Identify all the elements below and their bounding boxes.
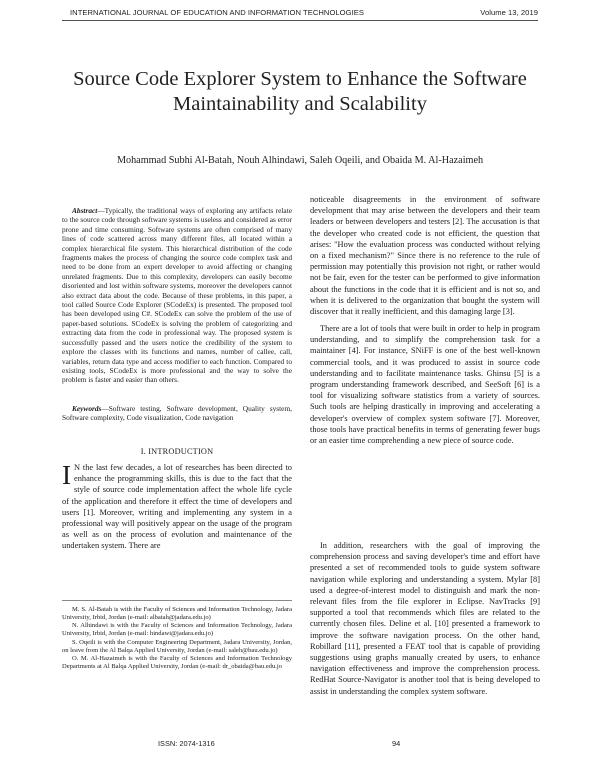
paragraph-text: noticeable disagreements in the environment of software development that may arise between the developers and their team leaders or between developers and testers [2]. The accusation is that the developer who created code is not efficient, the question that arises: "How the evaluation process was conducted without relying on a fixed mechanism?" Since there is no reference to the rule of permission may potentially this provision not right, or rather would not be fair, even for the tester can be performed to give information about the functions in the code that it is efficient and is not so, and when it is delivered to the organization that bought the system will discover that it really inefficient, and this damaging large [3].	[310, 195, 540, 317]
keywords	[62, 404, 292, 423]
footnote: N. Alhindawi is with the Faculty of Sciences and Information Technology, Jadara University, Irbid, Jordan (e-mail: hindawi@jadara.edu.jo)	[62, 622, 292, 638]
introduction-paragraph	[62, 462, 292, 552]
drop-cap: I	[62, 460, 71, 490]
page-number: 94	[392, 739, 401, 748]
abstract-text: —Typically, the traditional ways of exploring any artifacts relate to the source code through software systems is useless and considered as error prone and time consuming. Software systems are often comprised of many lines of code scattered across many different files, all located within a complex hierarchical file system. This hierarchical distribution of the code fragments makes the process of changing the source code complex task and need to be done from an expert developer to avoid affecting or changing unrelated fragments. Due to this complexity, developers can easily become disoriented and lost within software systems, moreover the developers cannot also extract data about the code. Because of these problems, in this paper, a tool called Source Code Explorer (SCodeEx) is presented. The proposed tool has been developed using C#. SCodeEx can solve the problem of the use of paper-based solutions. SCodeEx is solving the problem of categorizing and extracting data from the code in professional way. The proposed system is successfully passed and the users notice the credibility of the system to explore the classes with its functions and names, number of callee, call, variables, return data type and access modifier to each function. Compared to existing tools, SCodeEx is more professional and the way to solve the problem is faster and easier than others.	[62, 206, 292, 385]
paragraph-text: There are a lot of tools that were built in order to help in program understanding, and to simplify the comprehension task for a maintainer [4]. For instance, SNiFF is one of the best well-known commercial tools, and it was produced to assist in source code understanding and to facilitate maintenance tasks. Ghinsu [5] is a program understanding framework described, and SeeSoft [6] is a tool for visualizing software statistics from a variety of sources. Such tools are helping drastically in improving and accelerating a developer's overview of complex system software [7]. Moreover, those tools have practical benefits in terms of generating fewer bugs or an easier time comprehending a new piece of source code.	[310, 324, 540, 446]
volume-label: Volume 13, 2019	[480, 8, 538, 17]
paper-title: Source Code Explorer System to Enhance the Software Maintainability and Scalability	[73, 68, 527, 115]
footnote: S. Oqeili is with the Computer Engineering Department, Jadara University, Jordan, on leave from the Al Balqa Applied University, Jordan (e-mail: saleh@bau.edu.jo)	[62, 638, 292, 654]
footnote: O. M. Al-Hazaimeh is with the Faculty of Sciences and Information Technology Departments at Al Balqa Applied University, Jordan (e-mail: dr_obaida@bau.edu.jo	[62, 654, 292, 671]
issn-footer: ISSN: 2074-1316	[158, 739, 215, 748]
journal-header: INTERNATIONAL JOURNAL OF EDUCATION AND INFORMATION TECHNOLOGIES	[70, 8, 364, 17]
footnote: M. S. Al-Batah is with the Faculty of Sciences and Information Technology, Jadara University, Irbid, Jordan (e-mail: albatah@jadara.edu.jo)	[62, 606, 292, 622]
keywords-lead: Keywords	[72, 404, 102, 413]
right-paragraph-2	[310, 323, 540, 446]
paragraph-text: In addition, researchers with the goal of improving the comprehension process and saving developer's time and effort have presented a set of recommended tools to guide system software navigation while exploring and understanding a system. Mylar [8] used a degree-of-interest model to distinguish and mark the non-relevant files from the file explorer in Eclipse. NavTracks [9] supported a tool that recommends which files are related to the currently chosen files. Deline et al. [10] presented a framework to improve the software navigation process. On the other hand, Robillard [11], presented a FEAT tool that is capable of providing suggestions using graphs manually created by users, to enhance navigation effectiveness and improve the comprehension process. RedHat Source-Navigator is another tool that is being developed to assist in understanding the complex system software.	[310, 541, 540, 696]
author-list: Mohammad Subhi Al-Batah, Nouh Alhindawi, Saleh Oqeili, and Obaida M. Al-Hazaimeh	[116, 155, 484, 166]
abstract-lead: Abstract	[72, 206, 98, 215]
right-paragraph-1	[310, 194, 540, 317]
introduction-text: N the last few decades, a lot of researches has been directed to enhance the programming skills, this is due to the fact that the style of source code implementation affect the whole life cycle of the application and therefore it effect the time of developers and users [1]. Moreover, writing and implementing any system in a professional way will positively appear on the usage of the program as well as on the process of evolution and maintenance of the undertaken system. There are	[62, 463, 292, 551]
right-paragraph-3	[310, 540, 540, 697]
section-heading: I. INTRODUCTION	[140, 447, 214, 456]
footnote-rule	[62, 600, 292, 601]
keywords-text: —Software testing, Software development, Quality system, Software complexity, Code visualization, Code navigation	[62, 404, 292, 423]
abstract	[62, 206, 292, 385]
author-footnotes	[62, 606, 292, 671]
header-rule	[62, 20, 538, 21]
